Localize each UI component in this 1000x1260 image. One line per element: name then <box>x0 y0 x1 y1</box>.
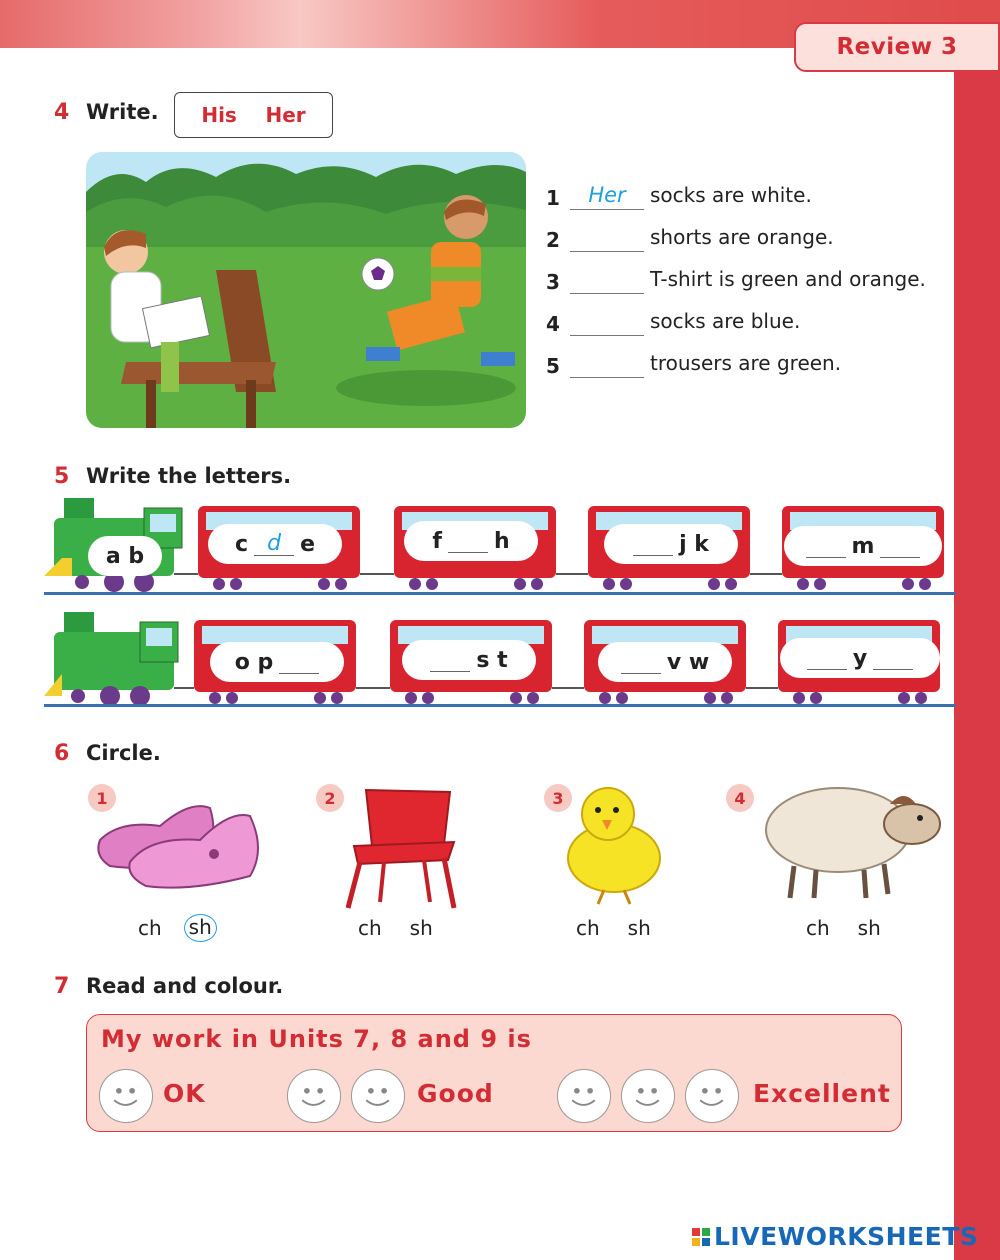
word-box <box>174 92 333 138</box>
letter-blank[interactable] <box>880 534 920 558</box>
option-sh[interactable]: sh <box>857 916 881 940</box>
logo-text: LIVEWORKSHEETS <box>714 1222 979 1251</box>
section-7-number: 7 <box>54 974 70 999</box>
logo-grid-icon <box>692 1228 710 1246</box>
sentence-4 <box>546 294 926 336</box>
answer-blank[interactable]: Her <box>570 180 644 210</box>
smiley-face-icon[interactable] <box>557 1069 611 1123</box>
train-car-6: s t <box>402 640 536 680</box>
item-number-3: 3 <box>544 784 572 812</box>
option-sh[interactable]: sh <box>627 916 651 940</box>
item-number-2: 2 <box>316 784 344 812</box>
answer-blank[interactable] <box>570 306 644 336</box>
review-tab: Review 3 <box>794 22 1000 72</box>
answer-blank[interactable] <box>570 348 644 378</box>
rating-good: Good <box>417 1079 494 1108</box>
sentence-text: trousers are green. <box>650 351 842 375</box>
option-ch[interactable]: ch <box>138 916 162 940</box>
chair-picture <box>344 784 464 910</box>
sentence-number: 5 <box>546 354 560 378</box>
option-ch[interactable]: ch <box>806 916 830 940</box>
sentence-number: 2 <box>546 228 560 252</box>
train-car-2: f h <box>404 521 538 561</box>
train-car-1: c d e <box>208 524 342 564</box>
sentence-2 <box>546 210 926 252</box>
item-number-4: 4 <box>726 784 754 812</box>
word-his: His <box>201 103 237 127</box>
park-scene-illustration <box>86 152 526 428</box>
letter-blank[interactable] <box>621 650 661 674</box>
sheep-picture <box>760 778 946 900</box>
train-car-5: o p <box>210 642 344 682</box>
choice-pair-3 <box>574 916 653 940</box>
section-6-title: Circle. <box>86 741 161 765</box>
sentence-list <box>546 183 926 378</box>
smiley-face-icon[interactable] <box>685 1069 739 1123</box>
smiley-face-icon[interactable] <box>287 1069 341 1123</box>
letter-blank[interactable] <box>873 646 913 670</box>
self-assessment-title: My work in Units 7, 8 and 9 is <box>101 1025 532 1053</box>
choice-pair-2 <box>356 916 435 940</box>
sentence-1 <box>546 168 926 210</box>
sentence-number: 3 <box>546 270 560 294</box>
letter-blank[interactable] <box>807 646 847 670</box>
shoes-picture <box>90 780 270 896</box>
train-car-4: m <box>784 526 942 566</box>
chick-picture <box>548 778 678 908</box>
option-ch[interactable]: ch <box>358 916 382 940</box>
letter-blank[interactable]: d <box>254 532 294 556</box>
choice-pair-1 <box>136 916 213 940</box>
answer-blank[interactable] <box>570 264 644 294</box>
sentence-text: shorts are orange. <box>650 225 834 249</box>
liveworksheets-logo <box>692 1222 978 1251</box>
right-margin-band <box>954 40 1000 1260</box>
smiley-face-icon[interactable] <box>99 1069 153 1123</box>
sentence-3 <box>546 252 926 294</box>
self-assessment-box <box>86 1014 902 1132</box>
sentence-5 <box>546 336 926 378</box>
answer-blank[interactable] <box>570 222 644 252</box>
train-car-8: y <box>780 638 940 678</box>
smiley-face-icon[interactable] <box>621 1069 675 1123</box>
section-7-title: Read and colour. <box>86 974 284 998</box>
letter-blank[interactable] <box>279 650 319 674</box>
letter-blank[interactable] <box>448 529 488 553</box>
sentence-text: T-shirt is green and orange. <box>650 267 926 291</box>
option-sh[interactable]: sh <box>409 916 433 940</box>
train-car-7: v w <box>598 642 732 682</box>
item-number-1: 1 <box>88 784 116 812</box>
sentence-text: socks are blue. <box>650 309 801 333</box>
section-4-title: Write. <box>86 100 159 124</box>
letter-blank[interactable] <box>806 534 846 558</box>
sentence-text: socks are white. <box>650 183 812 207</box>
smiley-face-icon[interactable] <box>351 1069 405 1123</box>
letter-blank[interactable] <box>633 532 673 556</box>
rating-excellent: Excellent <box>753 1079 891 1108</box>
word-her: Her <box>265 103 306 127</box>
section-4-number: 4 <box>54 100 70 125</box>
section-5-title: Write the letters. <box>86 464 292 488</box>
sentence-number: 1 <box>546 186 560 210</box>
section-6-number: 6 <box>54 741 70 766</box>
rating-ok: OK <box>163 1079 206 1108</box>
track-2 <box>44 704 956 707</box>
section-5-number: 5 <box>54 464 70 489</box>
track-1 <box>44 592 956 595</box>
sentence-number: 4 <box>546 312 560 336</box>
letter-blank[interactable] <box>430 648 470 672</box>
train-car-3: j k <box>604 524 738 564</box>
option-sh[interactable]: sh <box>184 914 217 942</box>
engine-letters: a b <box>88 536 162 576</box>
option-ch[interactable]: ch <box>576 916 600 940</box>
choice-pair-4 <box>804 916 883 940</box>
